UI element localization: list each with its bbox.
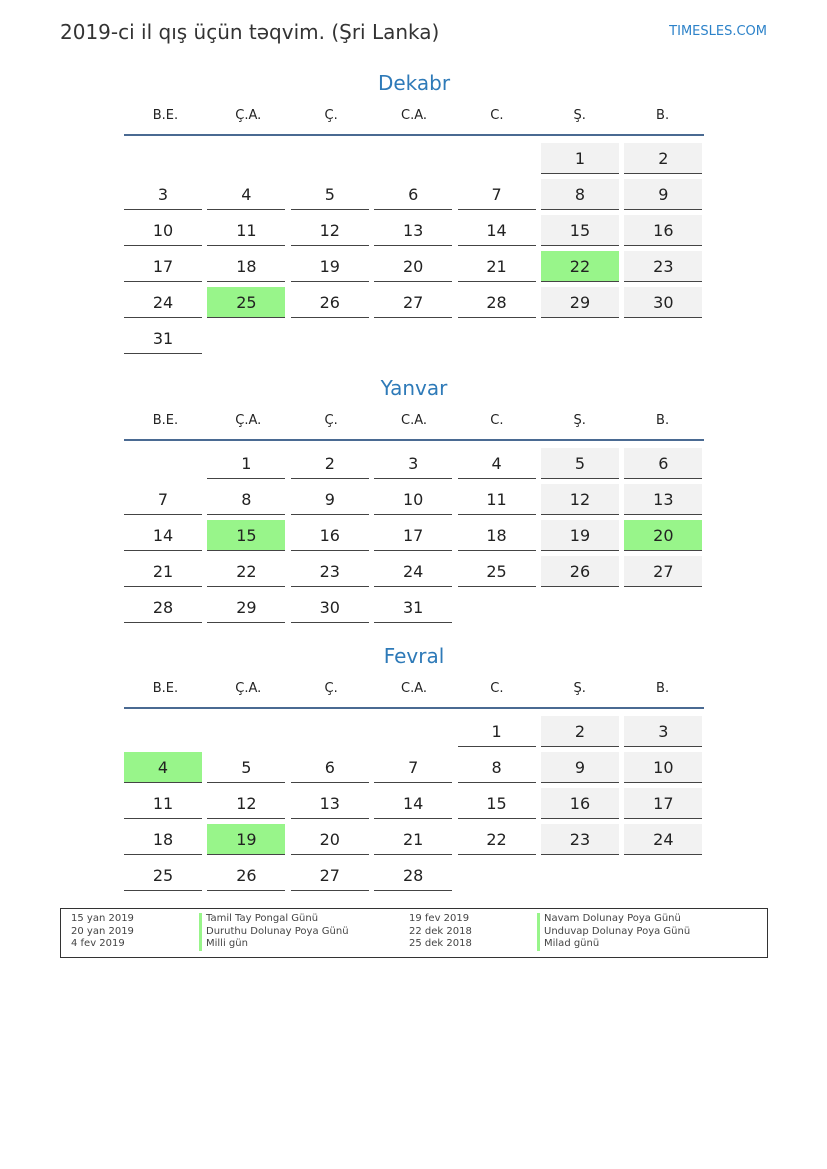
day-cell[interactable]: 21	[124, 556, 202, 587]
day-cell[interactable]: 13	[374, 215, 452, 246]
weekday-label: Ş.	[573, 413, 586, 428]
day-cell[interactable]: 12	[207, 788, 285, 819]
weekday-label: C.	[490, 108, 504, 123]
legend-date: 15 yan 2019	[71, 913, 134, 924]
month-grid	[124, 140, 704, 356]
page-title: 2019-ci il qış üçün təqvim. (Şri Lanka)	[60, 20, 440, 44]
week-row	[124, 517, 704, 553]
site-link[interactable]: TIMESLES.COM	[669, 24, 767, 39]
empty-cell	[207, 323, 285, 354]
week-row	[124, 785, 704, 821]
empty-cell	[541, 860, 619, 891]
weekday-label: Ç.A.	[235, 108, 262, 123]
day-cell[interactable]: 30	[624, 287, 702, 318]
day-cell[interactable]: 19	[541, 520, 619, 551]
empty-cell	[374, 143, 452, 174]
weekday-label: C.A.	[401, 108, 428, 123]
day-cell[interactable]: 15	[541, 215, 619, 246]
day-cell[interactable]: 4	[458, 448, 536, 479]
day-cell[interactable]: 24	[624, 824, 702, 855]
day-cell[interactable]: 28	[458, 287, 536, 318]
holiday-day-cell[interactable]: 15	[207, 520, 285, 551]
day-cell[interactable]: 6	[291, 752, 369, 783]
week-row	[124, 284, 704, 320]
legend-date: 25 dek 2018	[409, 938, 472, 949]
day-cell[interactable]: 7	[458, 179, 536, 210]
day-cell[interactable]: 24	[124, 287, 202, 318]
weekday-label: B.	[656, 108, 670, 123]
weekday-label: Ş.	[573, 681, 586, 696]
day-cell[interactable]: 8	[541, 179, 619, 210]
legend-date: 4 fev 2019	[71, 938, 125, 949]
month-title: Yanvar	[380, 376, 448, 400]
day-cell[interactable]: 5	[207, 752, 285, 783]
day-cell[interactable]: 3	[374, 448, 452, 479]
empty-cell	[541, 323, 619, 354]
weekday-label: B.E.	[152, 681, 179, 696]
day-cell[interactable]: 19	[291, 251, 369, 282]
weekday-label: Ç.	[324, 681, 338, 696]
week-row	[124, 140, 704, 176]
day-cell[interactable]: 30	[291, 592, 369, 623]
legend-date: 20 yan 2019	[71, 925, 134, 937]
empty-cell	[291, 323, 369, 354]
empty-cell	[458, 143, 536, 174]
day-cell[interactable]: 3	[124, 179, 202, 210]
day-cell[interactable]: 1	[207, 448, 285, 479]
day-cell[interactable]: 23	[624, 251, 702, 282]
day-cell[interactable]: 17	[374, 520, 452, 551]
legend-holiday-name: Navam Dolunay Poya Günü	[537, 913, 747, 926]
day-cell[interactable]: 9	[541, 752, 619, 783]
day-cell[interactable]: 25	[458, 556, 536, 587]
week-row	[124, 176, 704, 212]
empty-cell	[624, 323, 702, 354]
empty-cell	[291, 143, 369, 174]
weekday-label: C.	[490, 681, 504, 696]
day-cell[interactable]: 7	[374, 752, 452, 783]
month-january	[124, 373, 704, 625]
week-row	[124, 857, 704, 893]
day-cell[interactable]: 1	[541, 143, 619, 174]
day-cell[interactable]: 2	[624, 143, 702, 174]
week-row	[124, 248, 704, 284]
day-cell[interactable]: 8	[207, 484, 285, 515]
week-row	[124, 749, 704, 785]
day-cell[interactable]: 8	[458, 752, 536, 783]
empty-cell	[624, 860, 702, 891]
day-cell[interactable]: 31	[374, 592, 452, 623]
day-cell[interactable]: 2	[291, 448, 369, 479]
day-cell[interactable]: 14	[124, 520, 202, 551]
day-cell[interactable]: 24	[374, 556, 452, 587]
empty-cell	[458, 592, 536, 623]
day-cell[interactable]: 4	[207, 179, 285, 210]
day-cell[interactable]: 28	[124, 592, 202, 623]
day-cell[interactable]: 14	[458, 215, 536, 246]
day-cell[interactable]: 6	[624, 448, 702, 479]
holiday-day-cell[interactable]: 4	[124, 752, 202, 783]
legend-names-right	[537, 913, 747, 951]
day-cell[interactable]: 23	[541, 824, 619, 855]
weekday-label: B.E.	[152, 413, 179, 428]
holiday-day-cell[interactable]: 25	[207, 287, 285, 318]
day-cell[interactable]: 18	[458, 520, 536, 551]
day-cell[interactable]: 27	[291, 860, 369, 891]
empty-cell	[541, 592, 619, 623]
empty-cell	[124, 448, 202, 479]
empty-cell	[458, 860, 536, 891]
day-cell[interactable]: 10	[624, 752, 702, 783]
weekday-label: C.	[490, 413, 504, 428]
day-cell[interactable]: 17	[124, 251, 202, 282]
day-cell[interactable]: 29	[541, 287, 619, 318]
day-cell[interactable]: 1	[458, 716, 536, 747]
day-cell[interactable]: 29	[207, 592, 285, 623]
legend-holiday-name: Milad günü	[537, 938, 747, 951]
day-cell[interactable]: 5	[291, 179, 369, 210]
empty-cell	[458, 323, 536, 354]
week-row	[124, 553, 704, 589]
day-cell[interactable]: 3	[624, 716, 702, 747]
weekday-label: Ç.	[324, 413, 338, 428]
week-row	[124, 821, 704, 857]
legend-dates-left	[71, 913, 199, 951]
empty-cell	[207, 716, 285, 747]
weekday-header	[124, 671, 704, 709]
empty-cell	[124, 143, 202, 174]
day-cell[interactable]: 13	[624, 484, 702, 515]
weekday-label: B.E.	[152, 108, 179, 123]
legend-holiday-name: Tamil Tay Pongal Günü	[199, 913, 409, 926]
day-cell[interactable]: 14	[374, 788, 452, 819]
day-cell[interactable]: 11	[124, 788, 202, 819]
day-cell[interactable]: 11	[207, 215, 285, 246]
empty-cell	[374, 716, 452, 747]
legend-holiday-name: Milli gün	[199, 938, 409, 951]
weekday-label: C.A.	[401, 681, 428, 696]
day-cell[interactable]: 21	[458, 251, 536, 282]
day-cell[interactable]: 13	[291, 788, 369, 819]
week-row	[124, 445, 704, 481]
day-cell[interactable]: 26	[291, 287, 369, 318]
month-december	[124, 68, 704, 356]
day-cell[interactable]: 20	[374, 251, 452, 282]
day-cell[interactable]: 16	[624, 215, 702, 246]
week-row	[124, 320, 704, 356]
day-cell[interactable]: 25	[124, 860, 202, 891]
day-cell[interactable]: 7	[124, 484, 202, 515]
week-row	[124, 212, 704, 248]
holiday-day-cell[interactable]: 20	[624, 520, 702, 551]
day-cell[interactable]: 18	[207, 251, 285, 282]
empty-cell	[291, 716, 369, 747]
day-cell[interactable]: 27	[624, 556, 702, 587]
weekday-label: B.	[656, 413, 670, 428]
day-cell[interactable]: 22	[207, 556, 285, 587]
day-cell[interactable]: 10	[124, 215, 202, 246]
day-cell[interactable]: 20	[291, 824, 369, 855]
day-cell[interactable]: 16	[291, 520, 369, 551]
holiday-day-cell[interactable]: 19	[207, 824, 285, 855]
weekday-header	[124, 403, 704, 441]
empty-cell	[374, 323, 452, 354]
week-row	[124, 481, 704, 517]
legend-holiday-name: Unduvap Dolunay Poya Günü	[537, 926, 747, 939]
day-cell[interactable]: 10	[374, 484, 452, 515]
month-title: Fevral	[383, 644, 445, 668]
legend-date: 22 dek 2018	[409, 925, 472, 937]
month-grid	[124, 445, 704, 625]
weekday-label: Ç.A.	[235, 413, 262, 428]
day-cell[interactable]: 12	[291, 215, 369, 246]
month-title: Dekabr	[377, 71, 451, 95]
empty-cell	[207, 143, 285, 174]
week-row	[124, 713, 704, 749]
weekday-label: Ç.A.	[235, 681, 262, 696]
day-cell[interactable]: 9	[291, 484, 369, 515]
empty-cell	[124, 716, 202, 747]
month-february	[124, 641, 704, 893]
day-cell[interactable]: 21	[374, 824, 452, 855]
weekday-label: Ş.	[573, 108, 586, 123]
day-cell[interactable]: 27	[374, 287, 452, 318]
empty-cell	[624, 592, 702, 623]
day-cell[interactable]: 26	[541, 556, 619, 587]
day-cell[interactable]: 15	[458, 788, 536, 819]
day-cell[interactable]: 18	[124, 824, 202, 855]
day-cell[interactable]: 26	[207, 860, 285, 891]
legend-date: 19 fev 2019	[409, 913, 470, 924]
holiday-legend	[60, 908, 768, 958]
holiday-day-cell[interactable]: 22	[541, 251, 619, 282]
day-cell[interactable]: 5	[541, 448, 619, 479]
legend-dates-right	[409, 913, 537, 951]
week-row	[124, 589, 704, 625]
day-cell[interactable]: 6	[374, 179, 452, 210]
day-cell[interactable]: 23	[291, 556, 369, 587]
legend-holiday-name: Duruthu Dolunay Poya Günü	[199, 926, 409, 939]
weekday-label: C.A.	[401, 413, 428, 428]
weekday-label: B.	[656, 681, 670, 696]
day-cell[interactable]: 2	[541, 716, 619, 747]
day-cell[interactable]: 12	[541, 484, 619, 515]
weekday-header	[124, 98, 704, 136]
day-cell[interactable]: 17	[624, 788, 702, 819]
weekday-label: Ç.	[324, 108, 338, 123]
day-cell[interactable]: 11	[458, 484, 536, 515]
day-cell[interactable]: 22	[458, 824, 536, 855]
month-grid	[124, 713, 704, 893]
day-cell[interactable]: 9	[624, 179, 702, 210]
day-cell[interactable]: 28	[374, 860, 452, 891]
day-cell[interactable]: 16	[541, 788, 619, 819]
day-cell[interactable]: 31	[124, 323, 202, 354]
legend-names-left	[199, 913, 409, 951]
